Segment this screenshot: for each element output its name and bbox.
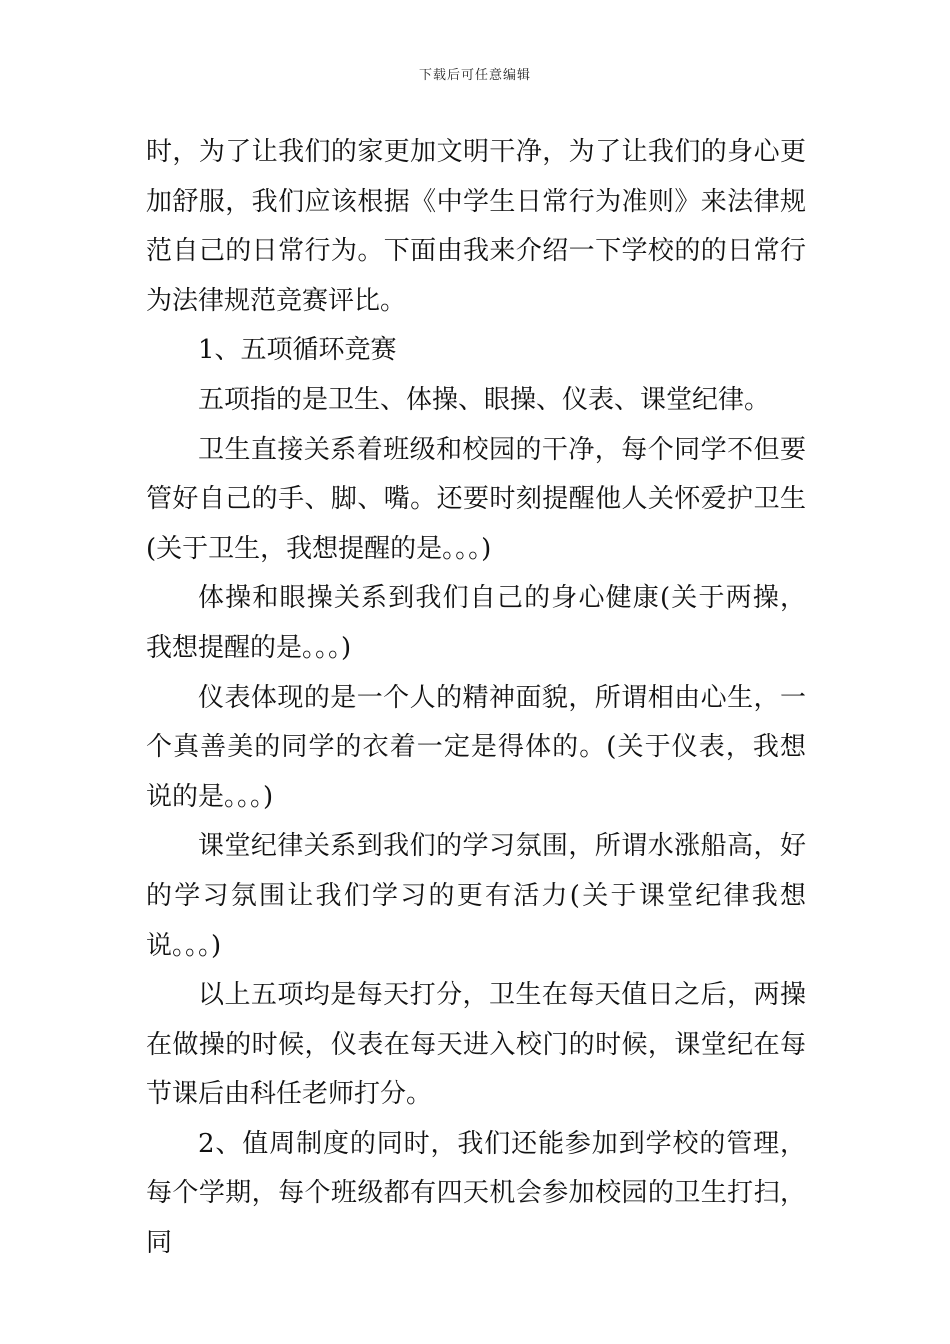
heading-five-item-competition: 1、五项循环竞赛	[198, 335, 397, 366]
paragraph-classroom-discipline: 课堂纪律关系到我们的学习氛围，所谓水涨船高，好的学习氛围让我们学习的更有活力(关于课堂纪律我想说。。。)	[146, 831, 806, 961]
document-body	[146, 128, 806, 1269]
paragraph-appearance: 仪表体现的是一个人的精神面貌，所谓相由心生，一个真善美的同学的衣着一定是得体的。(关于仪表，我想说的是。。。)	[146, 682, 806, 812]
paragraph-exercises: 体操和眼操关系到我们自己的身心健康(关于两操，我想提醒的是。。。)	[146, 583, 806, 663]
page-header: 下载后可任意编辑	[418, 68, 531, 83]
paragraph-hygiene: 卫生直接关系着班级和校园的干净，每个同学不但要管好自己的手、脚、嘴。还要时刻提醒他人关怀爱护卫生(关于卫生，我想提醒的是。。。)	[146, 434, 806, 564]
paragraph-five-items: 五项指的是卫生、体操、眼操、仪表、课堂纪律。	[198, 384, 771, 415]
paragraph-daily-scoring: 以上五项均是每天打分，卫生在每天值日之后，两操在做操的时候，仪表在每天进入校门的时候，课堂纪在每节课后由科任老师打分。	[146, 980, 806, 1110]
paragraph-weekly-duty: 2、值周制度的同时，我们还能参加到学校的管理，每个学期，每个班级都有四天机会参加校园的卫生打扫，同	[146, 1128, 806, 1259]
paragraph-intro: 时，为了让我们的家更加文明干净，为了让我们的身心更加舒服，我们应该根据《中学生日常行为准则》来法律规范自己的日常行为。下面由我来介绍一下学校的的日常行为法律规范竞赛评比。	[146, 137, 806, 316]
